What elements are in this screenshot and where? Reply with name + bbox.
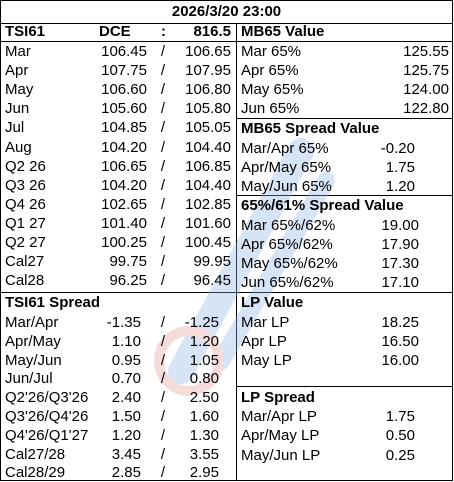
ratio-spread-header: 65%/61% Spread Value [241, 197, 404, 214]
tsi-row-ask: 106.80 [185, 81, 231, 99]
tsi-spread-sep: / [160, 408, 166, 425]
tsi-spread-label: Cal27/28 [5, 445, 66, 463]
tsi-spread-sep: / [160, 332, 166, 350]
tsi-row-ask: 96.45 [193, 272, 231, 290]
ratio-spread-label: Jun 65%/62% [241, 274, 334, 292]
tsi-row-bid: 104.20 [101, 138, 147, 156]
tsi-spread-bid: 1.20 [111, 426, 141, 444]
lp-value-value: 16.00 [381, 352, 419, 370]
mb65-spread-label: Apr/May 65% [241, 159, 332, 177]
lp-value-label: Mar LP [241, 314, 290, 331]
tsi-row-sep: / [160, 234, 166, 251]
tsi-row-ask: 100.45 [185, 234, 231, 251]
tsi-row-sep: / [160, 253, 166, 271]
mb65-spread-value: 1.75 [385, 159, 415, 177]
tsi-spread-ask: 1.30 [189, 426, 219, 444]
tsi-row-sep: / [160, 272, 166, 290]
tsi-row-ask: 106.65 [185, 43, 231, 60]
tsi-row-sep: / [160, 119, 166, 137]
tsi-row-bid: 106.65 [101, 157, 147, 175]
tsi-spread-sep: / [160, 426, 166, 444]
mb65-value-header: MB65 Value [241, 23, 325, 40]
tsi-spread-label: Mar/Apr [5, 314, 59, 331]
tsi-row-label: Apr [5, 62, 29, 80]
tsi-row-bid: 106.45 [101, 43, 147, 60]
mb65-value-label: Mar 65% [241, 43, 302, 60]
tsi-spread-sep: / [160, 464, 166, 482]
tsi-row-ask: 104.40 [185, 138, 231, 156]
tsi-header-price: 816.5 [193, 23, 231, 40]
tsi-row-sep: / [160, 81, 166, 99]
tsi-row-sep: / [160, 157, 166, 175]
tsi-spread-sep: / [160, 370, 166, 388]
tsi-row-label: Jul [5, 119, 25, 137]
tsi-spread-ask: 2.95 [189, 464, 219, 482]
tsi-spread-header: TSI61 Spread [5, 294, 101, 311]
tsi-row-sep: / [160, 62, 166, 80]
ratio-spread-value: 17.90 [381, 236, 419, 254]
tsi-spread-label: May/Jun [5, 351, 62, 369]
tsi-spread-sep: / [160, 351, 166, 369]
column-divider [236, 23, 237, 481]
tsi-row-bid: 104.20 [101, 176, 147, 194]
lp-spread-label: Apr/May LP [241, 427, 320, 445]
lp-spread-header: LP Spread [241, 389, 315, 406]
tsi-row-bid: 104.85 [101, 119, 147, 137]
mb65-spread-label: May/Jun 65% [241, 178, 332, 196]
tsi-spread-bid: 0.95 [111, 351, 141, 369]
tsi-row-ask: 107.95 [185, 62, 231, 80]
tsi-header-colon: : [161, 23, 166, 40]
mb65-spread-value: -0.20 [380, 140, 415, 157]
tsi-row-sep: / [160, 43, 166, 60]
tsi-row-sep: / [160, 176, 166, 194]
lp-value-value: 16.50 [381, 333, 419, 351]
lp-value-header: LP Value [241, 294, 304, 311]
tsi-spread-bid: 2.40 [111, 389, 141, 407]
tsi-row-label: Q3 26 [5, 176, 46, 194]
mb65-value-label: Jun 65% [241, 100, 300, 118]
tsi-row-ask: 102.85 [185, 195, 231, 213]
tsi-row-ask: 104.40 [185, 176, 231, 194]
mb65-value-value: 124.00 [403, 81, 449, 99]
tsi-spread-label: Apr/May [5, 332, 61, 350]
tsi-row-bid: 105.60 [101, 100, 147, 118]
tsi-row-ask: 105.80 [185, 100, 231, 118]
ratio-spread-label: Apr 65%/62% [241, 236, 333, 254]
lp-spread-value: 1.75 [385, 408, 415, 425]
tsi-spread-bid: 0.70 [111, 370, 141, 388]
tsi-spread-label: Cal28/29 [5, 464, 66, 482]
mb65-value-label: Apr 65% [241, 62, 299, 80]
tsi-spread-label: Q2'26/Q3'26 [5, 389, 89, 407]
tsi-spread-sep: / [160, 445, 166, 463]
tsi-row-ask: 99.95 [193, 253, 231, 271]
tsi-spread-sep: / [160, 389, 166, 407]
lp-spread-value: 0.50 [385, 427, 415, 445]
tsi-row-sep: / [160, 138, 166, 156]
tsi-row-ask: 105.05 [185, 119, 231, 137]
tsi-spread-ask: 1.20 [189, 332, 219, 350]
mb65-value-value: 122.80 [403, 100, 449, 118]
tsi-row-bid: 106.60 [101, 81, 147, 99]
mb65-spread-header: MB65 Spread Value [241, 120, 380, 137]
tsi-row-label: Aug [5, 138, 32, 156]
tsi-row-sep: / [160, 195, 166, 213]
mb65-value-value: 125.55 [403, 43, 449, 60]
tsi-row-label: Cal28 [5, 272, 45, 290]
tsi-spread-ask: 0.80 [189, 370, 219, 388]
ratio-spread-value: 17.30 [381, 255, 419, 273]
lp-spread-value: 0.25 [385, 446, 415, 464]
tsi-row-bid: 102.65 [101, 195, 147, 213]
tsi-spread-bid: 1.50 [111, 408, 141, 425]
lp-value-value: 18.25 [381, 314, 419, 331]
tsi-row-label: Mar [5, 43, 31, 60]
tsi-row-ask: 101.60 [185, 214, 231, 232]
mb65-spread-label: Mar/Apr 65% [241, 140, 329, 157]
tsi-spread-label: Jun/Jul [5, 370, 53, 388]
tsi-row-label: Q2 27 [5, 234, 46, 251]
lp-value-label: Apr LP [241, 333, 287, 351]
tsi-spread-bid: -1.35 [106, 314, 141, 331]
tsi-row-label: Q1 27 [5, 214, 46, 232]
mb65-value-value: 125.75 [403, 62, 449, 80]
tsi-row-bid: 96.25 [109, 272, 147, 290]
tsi-row-ask: 106.85 [185, 157, 231, 175]
tsi-spread-label: Q3'26/Q4'26 [5, 408, 89, 425]
tsi-spread-label: Q4'26/Q1'27 [5, 426, 89, 444]
tsi-header-exchange: DCE [99, 23, 131, 40]
ratio-spread-value: 17.10 [381, 274, 419, 292]
tsi-header-name: TSI61 [5, 23, 46, 40]
tsi-spread-bid: 3.45 [111, 445, 141, 463]
tsi-spread-ask: 2.50 [189, 389, 219, 407]
ratio-spread-label: Mar 65%/62% [241, 217, 336, 234]
lp-value-label: May LP [241, 352, 292, 370]
mb65-value-label: May 65% [241, 81, 304, 99]
tsi-row-label: Jun [5, 100, 30, 118]
tsi-row-sep: / [160, 214, 166, 232]
divider [237, 386, 452, 387]
sheet-title: 2026/3/20 23:00 [1, 1, 452, 24]
tsi-row-bid: 101.40 [101, 214, 147, 232]
tsi-spread-ask: 1.60 [189, 408, 219, 425]
tsi-spread-bid: 2.85 [111, 464, 141, 482]
tsi-row-sep: / [160, 100, 166, 118]
tsi-row-bid: 99.75 [109, 253, 147, 271]
tsi-spread-ask: -1.25 [184, 314, 219, 331]
tsi-row-label: May [5, 81, 34, 99]
tsi-row-label: Cal27 [5, 253, 45, 271]
mb65-spread-value: 1.20 [385, 178, 415, 196]
tsi-row-bid: 107.75 [101, 62, 147, 80]
lp-spread-label: Mar/Apr LP [241, 408, 317, 425]
tsi-row-label: Q4 26 [5, 195, 46, 213]
tsi-spread-ask: 3.55 [189, 445, 219, 463]
ratio-spread-label: May 65%/62% [241, 255, 338, 273]
tsi-spread-ask: 1.05 [189, 351, 219, 369]
tsi-spread-sep: / [160, 314, 166, 331]
tsi-spread-bid: 1.10 [111, 332, 141, 350]
lp-spread-label: May/Jun LP [241, 446, 321, 464]
ratio-spread-value: 19.00 [381, 217, 419, 234]
tsi-row-bid: 100.25 [101, 234, 147, 251]
tsi-row-label: Q2 26 [5, 157, 46, 175]
